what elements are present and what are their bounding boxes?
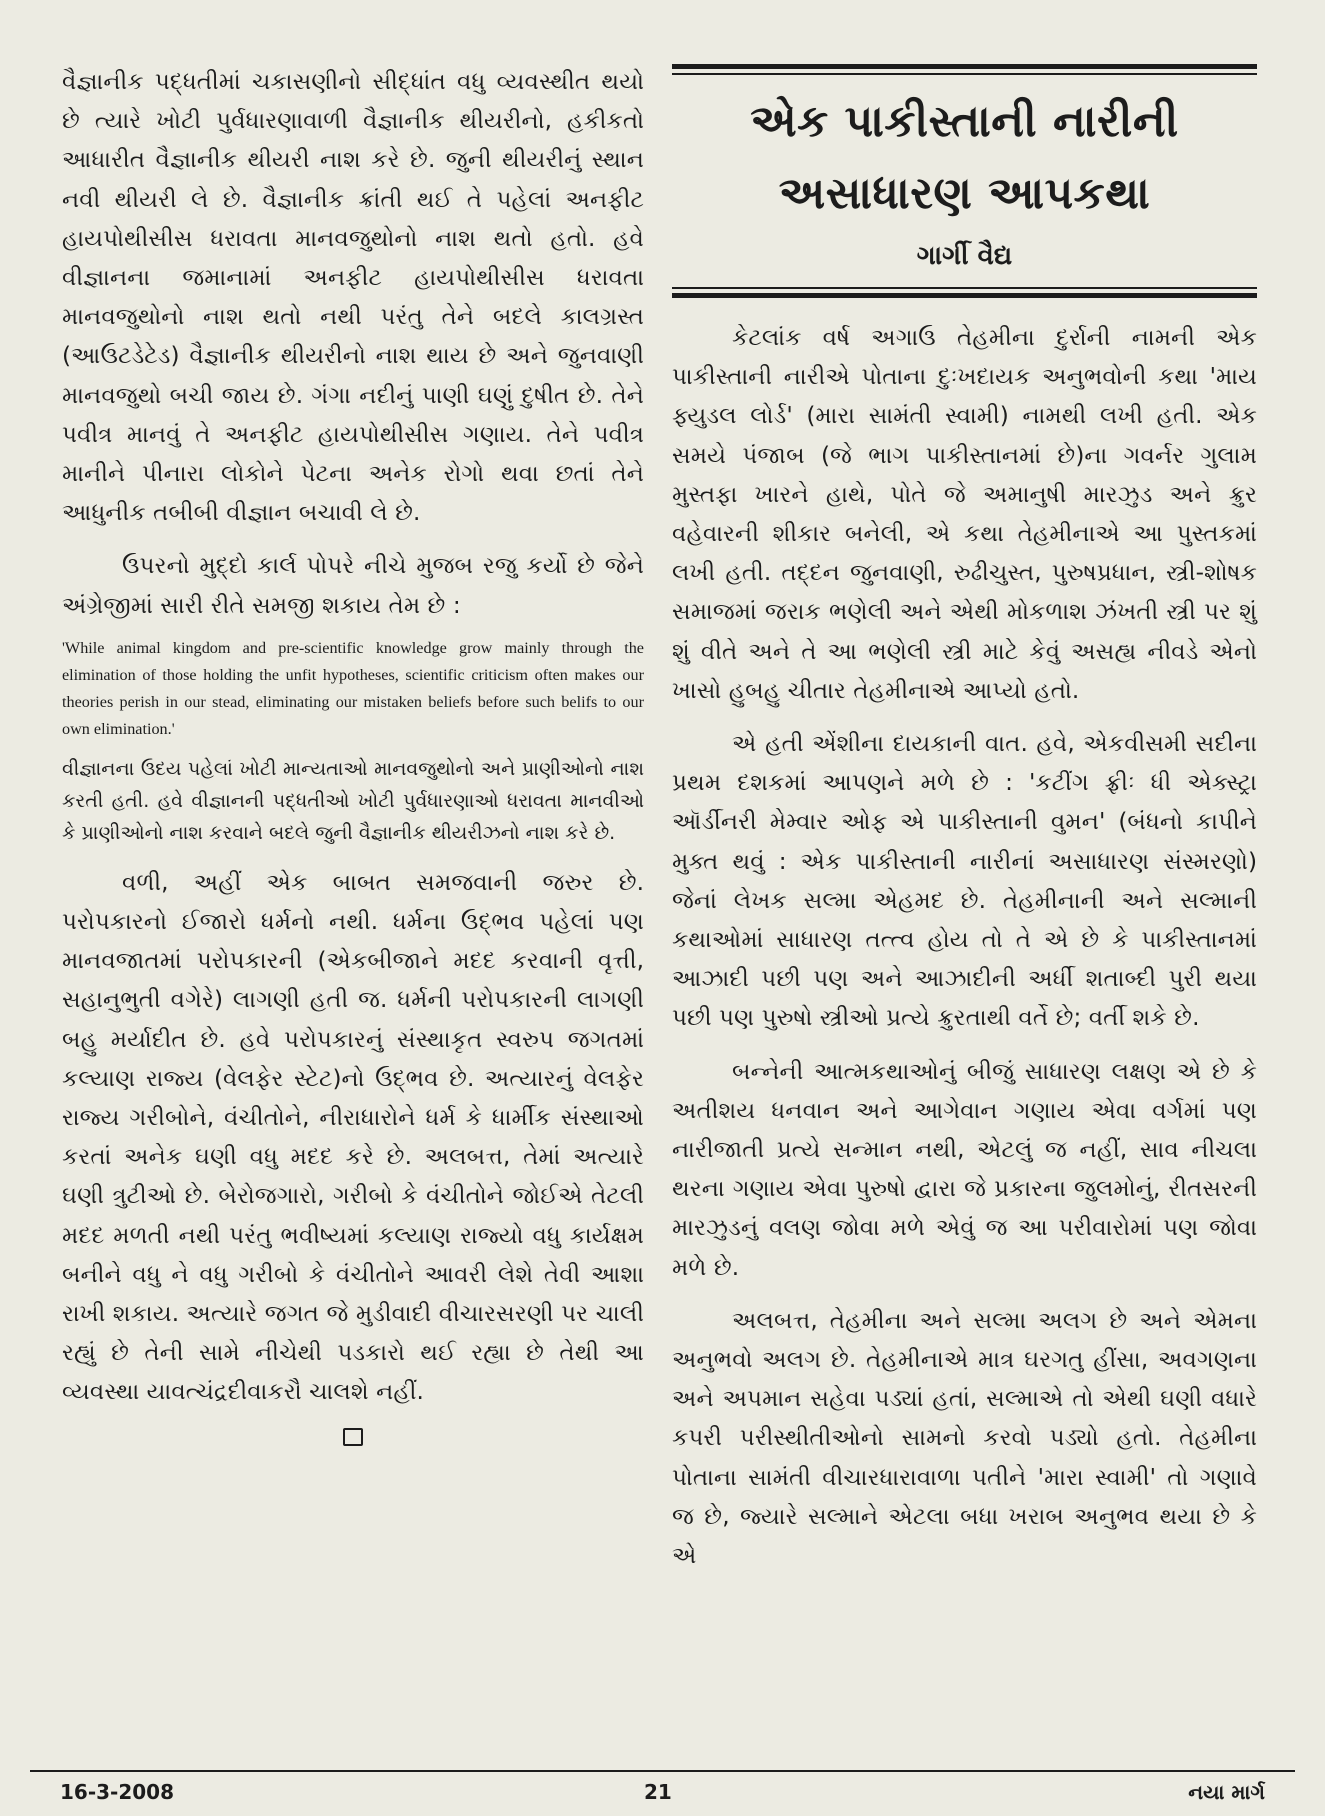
article-paragraph-2: એ હતી એંશીના દાયકાની વાત. હવે, એકવીસમી સદીના પ્રથમ દશકમાં આપણને મળે છે : 'કટીંગ ફ્રીઃ ધી એક્સ્ટ્રા ઑર્ડીનરી મેમ્વાર ઓફ એ પાકીસ્તાની વુમન' (બંધનો કાપીને મુક્ત થવું : એક પાકીસ્તાની નારીનાં અસાધારણ સંસ્મરણો) જેનાં લેખક સલ્મા એહમદ છે. તેહમીનાની અને સલ્માની કથાઓમાં સાધારણ તત્ત્વ હોય તો તે એ છે કે પાકીસ્તાનમાં આઝાદી પછી પણ અને આઝાદીની અર્ધી શતાબ્દી પુરી થયા પછી પણ પુરુષો સ્ત્રીઓ પ્રત્યે ક્રુરતાથી વર્તે છે; વર્તી શકે છે.: [672, 730, 1257, 1032]
left-paragraph-4: વળી, અહીં એક બાબત સમજવાની જરુર છે. પરોપકારનો ઈજારો ધર્મનો નથી. ધર્મના ઉદ્ભવ પહેલાં પણ માનવજાતમાં પરોપકારની (એકબીજાને મદદ કરવાની વૃત્તી, સહાનુભુતી વગેરે) લાગણી હતી જ. ધર્મની પરોપકારની લાગણી બહુ મર્યાદીત છે. હવે પરોપકારનું સંસ્થાકૃત સ્વરુપ જગતમાં કલ્યાણ રાજ્ય (વેલફેર સ્ટેટ)નો ઉદ્ભવ છે. અત્યારનું વેલફેર રાજ્ય ગરીબોને, વંચીતોને, નીરાધારોને ધર્મ કે ધાર્મીક સંસ્થાઓ કરતાં અનેક ઘણી વધુ મદદ કરે છે. અલબત્ત, તેમાં અત્યારે ઘણી ત્રુટીઓ છે. બેરોજગારો, ગરીબો કે વંચીતોને જોઈએ તેટલી મદદ મળતી નથી પરંતુ ભવીષ્યમાં કલ્યાણ રાજ્યો વધુ કાર્યક્ષમ બનીને વધુ ને વધુ ગરીબો કે વંચીતોને આવરી લેશે તેવી આશા રાખી શકાય. અત્યારે જગત જે મુડીવાદી વીચારસરણી પર ચાલી રહ્યું છે તેની સામે નીચેથી પડકારો થઈ રહ્યા છે તેથી આ વ્યવસ્થા યાવત્ચંદ્રદીવાકરૌ ચાલશે નહીં.: [62, 868, 644, 1406]
title-rule-top-thick: [672, 64, 1257, 69]
article-paragraph-4: અલબત્ત, તેહમીના અને સલ્મા અલગ છે અને એમના અનુભવો અલગ છે. તેહમીનાએ માત્ર ઘરગતુ હીંસા, અવગણના અને અપમાન સહેવા પડ્યાં હતાં, સલ્માએ તો એથી ઘણી વધારે કપરી પરીસ્થીતીઓનો સામનો કરવો પડ્યો હતો. તેહમીના પોતાના સામંતી વીચારધારાવાળા પતીને 'મારા સ્વામી' તો ગણાવે જ છે, જ્યારે સલ્માને એટલા બધા ખરાબ અનુભવ થયા છે કે એ: [672, 1306, 1257, 1570]
footer-rule: [30, 1770, 1295, 1772]
article-title-line-1: એક પાકીસ્તાની નારીની: [750, 96, 1179, 147]
english-quote: 'While animal kingdom and pre-scientific knowledge grow mainly through the elimination of those holding the unfit hypotheses, scientific criticism often makes our theories perish in our stead, eliminating our mistaken beliefs before such belifs to our own elimination.': [62, 638, 644, 738]
left-column: [62, 62, 644, 1446]
title-rule-bottom-thin: [672, 287, 1257, 289]
magazine-name: નયા માર્ગ: [1188, 1780, 1265, 1804]
title-rule-bottom-thick: [672, 293, 1257, 298]
article-title-line-2: અસાધારણ આપકથા: [778, 168, 1151, 219]
page-footer: [30, 1780, 1295, 1812]
page-number: 21: [644, 1780, 672, 1804]
right-column: [672, 62, 1257, 1575]
issue-date: 16-3-2008: [60, 1780, 175, 1804]
article-author: ગાર્ગી વૈદ્ય: [916, 241, 1013, 271]
article-paragraph-3: બન્નેની આત્મકથાઓનું બીજું સાધારણ લક્ષણ એ છે કે અતીશય ધનવાન અને આગેવાન ગણાય એવા વર્ગમાં પણ નારીજાતી પ્રત્યે સન્માન નથી, એટલું જ નહીં, સાવ નીચલા થરના ગણાય એવા પુરુષો દ્વારા જે પ્રકારના જુલમોનું, રીતસરની મારઝુડનું વલણ જોવા મળે એવું જ આ પરીવારોમાં પણ જોવા મળે છે.: [672, 1057, 1257, 1281]
left-paragraph-1: વૈજ્ઞાનીક પદ્ધતીમાં ચકાસણીનો સીદ્ધાંત વધુ વ્યવસ્થીત થયો છે ત્યારે ખોટી પુર્વધારણાવાળી વૈજ્ઞાનીક થીયરીનો, હકીકતો આધારીત વૈજ્ઞાનીક થીયરી નાશ કરે છે. જુની થીયરીનું સ્થાન નવી થીયરી લે છે. વૈજ્ઞાનીક ક્રાંતી થઈ તે પહેલાં અનફીટ હાયપોથીસીસ ધરાવતા માનવજુથોનો નાશ થતો હતો. હવે વીજ્ઞાનના જમાનામાં અનફીટ હાયપોથીસીસ ધરાવતા માનવજુથોનો નાશ થતો નથી પરંતુ તેને બદલે કાલગ્રસ્ત (આઉટડેટેડ) વૈજ્ઞાનીક થીયરીનો નાશ થાય છે અને જુનવાણી માનવજુથો બચી જાય છે. ગંગા નદીનું પાણી ઘણું દુષીત છે. તેને પવીત્ર માનવું તે અનફીટ હાયપોથીસીસ ગણાય. તેને પવીત્ર માનીને પીનારા લોકોને પેટના અનેક રોગો થવા છતાં તેને આધુનીક તબીબી વીજ્ઞાન બચાવી લે છે.: [62, 68, 644, 527]
left-paragraph-3: વીજ્ઞાનના ઉદય પહેલાં ખોટી માન્યતાઓ માનવજુથોનો અને પ્રાણીઓનો નાશ કરતી હતી. હવે વીજ્ઞાનની પદ્ધતીઓ ખોટી પુર્વધારણાઓ ધરાવતા માનવીઓ કે પ્રાણીઓનો નાશ કરવાને બદલે જુની વૈજ્ઞાનીક થીયરીઝનો નાશ કરે છે.: [62, 757, 644, 844]
title-rule-top-thin: [672, 73, 1257, 75]
left-paragraph-2: ઉપરનો મુદ્દો કાર્લ પોપરે નીચે મુજબ રજુ કર્યો છે જેને અંગ્રેજીમાં સારી રીતે સમજી શકાય તેમ છે :: [62, 552, 644, 619]
article-paragraph-1: કેટલાંક વર્ષ અગાઉ તેહમીના દુર્રાની નામની એક પાકીસ્તાની નારીએ પોતાના દુઃખદાયક અનુભવોની કથા 'માય ફ્યુડલ લોર્ડ' (મારા સામંતી સ્વામી) નામથી લખી હતી. એક સમયે પંજાબ (જે ભાગ પાકીસ્તાનમાં છે)ના ગવર્નર ગુલામ મુસ્તફા ખારને હાથે, પોતે જે અમાનુષી મારઝુડ અને ક્રુર વહેવારની શીકાર બનેલી, એ કથા તેહમીનાએ આ પુસ્તકમાં લખી હતી. તદ્દન જુનવાણી, રુઢીચુસ્ત, પુરુષપ્રધાન, સ્ત્રી-શોષક સમાજમાં જરાક ભણેલી અને એથી મોકળાશ ઝંખતી સ્ત્રી પર શું શું વીતે અને તે આ ભણેલી સ્ત્રી માટે કેવું અસહ્ય નીવડે એનો ખાસો હુબહુ ચીતાર તેહમીનાએ આપ્યો હતો.: [672, 324, 1257, 704]
end-of-article-mark: [343, 1428, 363, 1446]
